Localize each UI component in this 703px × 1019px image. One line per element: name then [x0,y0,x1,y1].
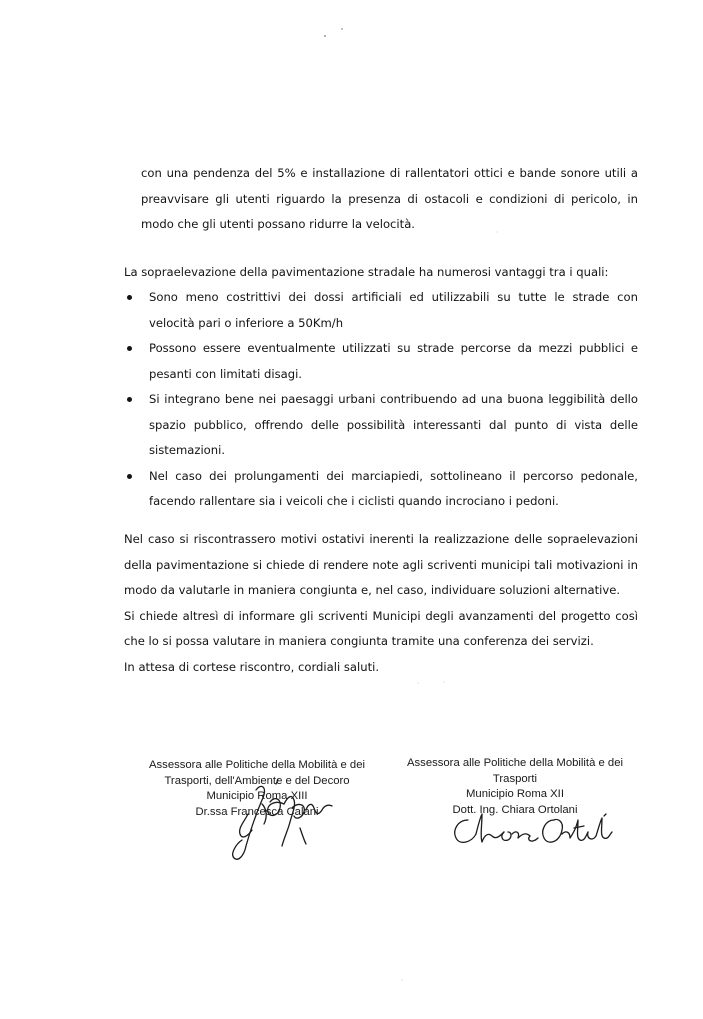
closing-paragraph: Nel caso si riscontrassero motivi ostativi inerenti la realizzazione delle sopraelevazioni della pavimentazione si chiede di rendere note agli scriventi municipi tali motivazioni in modo da valutarle in maniera congiunta e, nel caso, individuare soluzioni alternative. [124,532,638,597]
bullet-icon [127,295,132,300]
closing-section [124,527,638,680]
handwritten-signature-right [446,806,616,856]
closing-greeting: In attesa di cortese riscontro, cordiali saluti. [124,659,380,674]
bullet-icon [127,474,132,479]
bullet-icon [127,397,132,402]
signatory-role: Assessora alle Politiche della Mobilità e dei [148,759,365,771]
signatory-role: Trasporti [492,772,538,785]
list-item: Possono essere eventualmente utilizzati su strade percorse da mezzi pubblici e pesanti con limitati disagi. [124,336,638,387]
signatory-role: Trasporti, dell'Ambiente e del Decoro [164,774,350,787]
signatory-office: Municipio Roma XIII [206,790,308,802]
list-item: Sono meno costrittivi dei dossi artificiali ed utilizzabili su tutte le strade con velocità pari o inferiore a 50Km/h [124,285,638,336]
advantages-intro: La sopraelevazione della pavimentazione stradale ha numerosi vantaggi tra i quali: [124,265,609,279]
signatory-name: Dr.ssa Francesca Calani [195,805,319,818]
continued-paragraph: con una pendenza del 5% e installazione di rallentatori ottici e bande sonore utili a preavvisare gli utenti riguardo la presenza di ostacoli e condizioni di pericolo, in modo che gli utenti possano ridurre la velocità. [141,166,638,231]
handwritten-signature-left [218,774,338,874]
signatory-name: Dott. Ing. Chiara Ortolani [452,803,578,816]
signatory-office: Municipio Roma XII [466,788,564,800]
list-item: Nel caso dei prolungamenti dei marciapiedi, sottolineano il percorso pedonale, facendo rallentare sia i veicoli che i ciclisti quando incrociano i pedoni. [124,464,638,515]
bullet-icon [127,346,132,351]
advantages-list [124,285,638,515]
closing-paragraph: Si chiede altresì di informare gli scriventi Municipi degli avanzamenti del progetto così che lo si possa valutare in maniera congiunta tramite una conferenza dei servizi. [124,608,638,648]
list-item: Si integrano bene nei paesaggi urbani contribuendo ad una buona leggibilità dello spazio pubblico, offrendo delle possibilità interessanti dal punto di vista delle sistemazioni. [124,387,638,464]
signatory-role: Assessora alle Politiche della Mobilità e dei [406,757,623,769]
